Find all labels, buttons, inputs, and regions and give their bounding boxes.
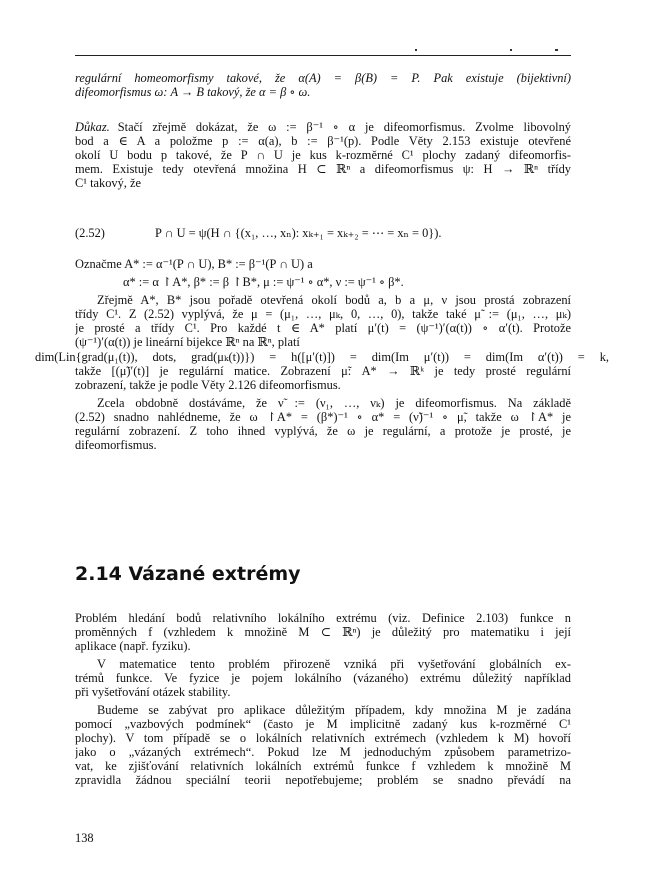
text-line: plochy). V tom případě se o lokálních relativních extrémech (vzhledem k M) hovoří bbox=[75, 731, 571, 745]
text-line: je prosté a třídy C¹. Pro každé t ∈ A* platí μ′(t) = (ψ⁻¹)′(α(t)) ∘ α′(t). Protože bbox=[75, 321, 571, 335]
text-line: při vyšetřování otázek stability. bbox=[75, 685, 231, 699]
text-line: V matematice tento problém přirozeně vzniká při vyšetřování globálních ex- bbox=[97, 657, 571, 671]
text-line: takže [(μ̃)′(t)] je regulární matice. Zobrazení μ̃: A* → ℝᵏ je tedy prosté regulární bbox=[75, 364, 571, 378]
dim-formula: dim(Lin{grad(μ₁(t)), dots, grad(μₖ(t))}) = h([μ′(t)]) = dim(Im μ′(t)) = dim(Im α′(t)) = k, bbox=[35, 350, 609, 364]
theorem-line: regulární homeomorfismy takové, že α(A) = β(B) = P. Pak existuje (bijektivní) bbox=[75, 71, 571, 85]
text-line: Problém hledání bodů relativního lokálního extrému (viz. Definice 2.103) funkce n bbox=[75, 611, 571, 625]
proof-line: okolí U bodu p takové, že P ∩ U je kus k-rozměrné C¹ plochy zadaný difeomorfis- bbox=[75, 148, 571, 162]
text-line: Budeme se zabývat pro aplikace důležitým případem, kdy množina M je zadána bbox=[97, 703, 571, 717]
text-line: regulární zobrazení. Z toho ihned vyplývá, že ω je regulární, a protože je prosté, je bbox=[75, 424, 571, 438]
header-mark bbox=[510, 49, 512, 51]
theorem-line: difeomorfismus ω: A → B takový, že α = β ∘ ω. bbox=[75, 85, 311, 99]
display-formula: α* := α ↾A*, β* := β ↾B*, μ := ψ⁻¹ ∘ α*, ν := ψ⁻¹ ∘ β*. bbox=[123, 275, 404, 289]
header-mark bbox=[415, 49, 417, 51]
proof-line: bod a ∈ A a položme p := α(a), b := β⁻¹(p). Podle Věty 2.153 existuje otevřené bbox=[75, 134, 571, 148]
text-line: vat, ke zjišťování relativních lokálních extrémů funkce f vzhledem k množině M bbox=[75, 759, 571, 773]
text-line: trémů funkce. Ve fyzice je pojem lokálního (vázaného) extrému důležitý například bbox=[75, 671, 571, 685]
page-number: 138 bbox=[75, 831, 94, 845]
proof-line: mem. Existuje tedy otevřená množina H ⊂ ℝⁿ a difeomorfismus ψ: H → ℝⁿ třídy bbox=[75, 162, 571, 176]
proof-line: Důkaz. Stačí zřejmě dokázat, že ω := β⁻¹ ∘ α je difeomorfismus. Zvolme libovolný bbox=[75, 120, 571, 134]
text-line: aplikace (např. fyziku). bbox=[75, 639, 191, 653]
proof-line: C¹ takový, že bbox=[75, 176, 141, 190]
header-rule bbox=[75, 55, 571, 56]
section-heading: 2.14 Vázané extrémy bbox=[75, 563, 301, 585]
text-line: proměnných f (vzhledem k množině M ⊂ ℝⁿ) je důležitý pro matematiku i její bbox=[75, 625, 571, 639]
text-line: třídy C¹. Z (2.52) vyplývá, že μ = (μ₁, …, μₖ, 0, …, 0), takže také μ̃ := (μ₁, …, μₖ) bbox=[75, 307, 571, 321]
text-line: zpravidla žádnou speciální teorii nepotřebujeme; problém se snadno převádí na bbox=[75, 773, 571, 787]
text-line: difeomorfismus. bbox=[75, 438, 157, 452]
text-line: (2.52) snadno nahlédneme, že ω ↾A* = (β*)⁻¹ ∘ α* = (ν̃)⁻¹ ∘ μ̃, takže ω ↾A* je bbox=[75, 410, 571, 424]
text-line: pomocí „vazbových podmínek“ (často je M implicitně zadaný kus k-rozměrné C¹ bbox=[75, 717, 571, 731]
text-line: (ψ⁻¹)′(α(t)) je lineární bijekce ℝⁿ na ℝⁿ, platí bbox=[75, 335, 300, 349]
proof-label: Důkaz. bbox=[75, 120, 110, 134]
text-line: Zcela obdobně dostáváme, že ν̃ := (ν₁, …, νₖ) je difeomorfismus. Na základě bbox=[97, 396, 571, 410]
definition-line: Označme A* := α⁻¹(P ∩ U), B* := β⁻¹(P ∩ U) a bbox=[75, 257, 313, 271]
header-mark bbox=[555, 49, 558, 51]
equation-number: (2.52) bbox=[75, 226, 105, 240]
text-line: Zřejmě A*, B* jsou pořadě otevřená okolí bodů a, b a μ, ν jsou prostá zobrazení bbox=[97, 293, 571, 307]
text-line: zobrazení, takže je podle Věty 2.126 difeomorfismus. bbox=[75, 378, 341, 392]
text-line: jako o „vázaných extrémech“. Pokud lze M jednoduchým způsobem parametrizo- bbox=[75, 745, 571, 759]
equation-formula: P ∩ U = ψ(H ∩ {(x₁, …, xₙ): xₖ₊₁ = xₖ₊₂ = ⋯ = xₙ = 0}). bbox=[155, 226, 442, 240]
